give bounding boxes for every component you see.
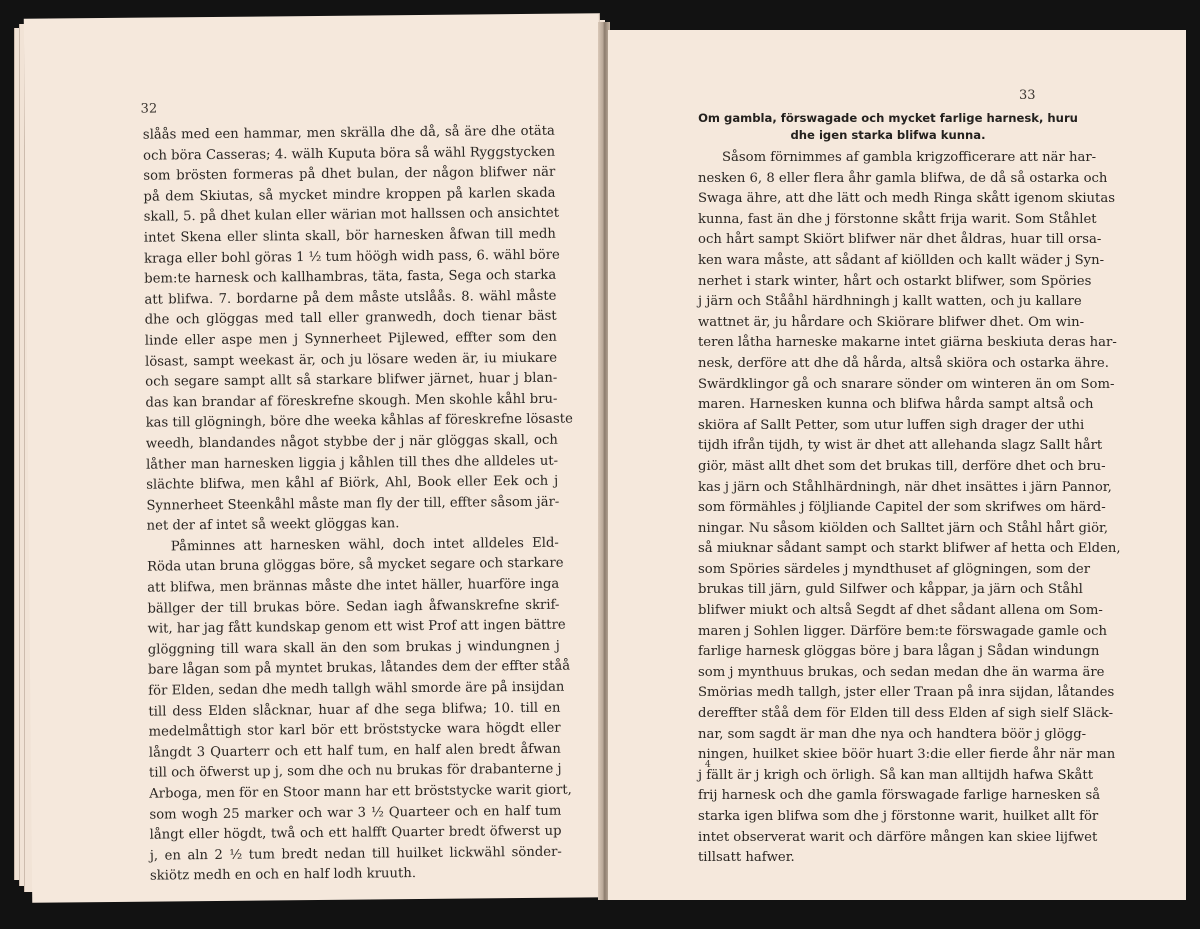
text-line: bällger der till brukas böre. Sedan iagh åfwanskrefne skrif- [147,597,560,617]
text-line: att blifwa, men brännas måste dhe intet häller, huarföre inga [147,576,560,596]
page-number: 33 [1019,88,1036,103]
text-line: som brösten formeras på dhet bulan, der någon blifwer när [143,164,556,184]
chapter-heading: Om gambla, förswagade och mycket farlige harnesk, huru dhe igen starka blifwa kunna. [698,111,1078,142]
text-line: Swärdklingor gå och snarare sönder om winteren än om Som- [698,376,1115,392]
text-line: wit, har jag fått kundskap genom ett wist Prof att ingen bättre [147,617,566,637]
page-number: 32 [140,101,158,117]
text-line: j järn och Stååhl härdhningh j kallt watten, och ju kallare [698,294,1082,310]
text-line: linde eller aspe men j Synnerheet Pijlewed, effter som den [144,329,557,349]
left-page-body [142,122,573,888]
text-line: intet observerat warit och därföre mången kan skiee lijfwet [698,829,1098,845]
text-line: som förmähles j följliande Capitel der som skrifwes om härd- [698,500,1106,516]
text-line: j fällt är j krigh och örligh. Så kan man alltijdh hafwa Skått [698,767,1094,783]
text-line: kas j järn och Ståhlhärdningh, när dhet insättes i järn Pannor, [698,479,1112,495]
text-line: så miuknar sådant sampt och starkt blifwer af hetta och Elden, [698,541,1121,557]
right-page [608,30,1186,900]
text-line: nesk, derföre att dhe då hårda, altså skiöra och ostarka ähre. [698,355,1109,371]
text-line: Röda utan bruna glöggas böre, så mycket segare och starkare [146,556,564,576]
text-line: dereffter ståå dem för Elden till dess Elden af sigh sielf Släck- [698,706,1114,722]
text-line: som wogh 25 marker och war 3 ½ Quarteer och en half tum [149,803,562,823]
text-line: teren låtha harneske makarne intet giärna beskiuta deras har- [698,335,1117,351]
text-line: och böra Casseras; 4. wälh Kuputa böra så wähl Ryggstycken [143,144,556,164]
text-line: Smörias medh tallgh, jster eller Traan på inra sijdan, låtandes [698,685,1115,701]
text-line: låther man harnesken liggia j kåhlen till thes dhe alldeles ut- [145,453,559,473]
text-line: intet Skena eller slinta skall, bör harnesken åfwan till medh [143,226,556,246]
text-line: kas till glögningh, böre dhe weeka kåhlas af föreskrefne lösaste [145,411,573,431]
text-line: j, en aln 2 ½ tum bredt nedan till huilket lickwähl sönder- [149,844,562,864]
text-line: Påminnes att harnesken wähl, doch intet alldeles Eld- [170,535,559,555]
left-page [24,13,608,902]
text-line: ningar. Nu såsom kiölden och Salltet järn och Ståhl hårt giör, [698,520,1109,536]
text-line: kunna, fast än dhe j förstonne skått frija warit. Som Ståhlet [698,211,1097,227]
text-line: att blifwa. 7. bordarne på dem måste utslåås. 8. wähl måste [144,288,557,308]
text-line: Synnerheet Steenkåhl måste man fly der till, effter såsom jär- [146,494,560,514]
text-line: slächte blifwa, men kåhl af Biörk, Ahl, Book eller Eek och j [146,473,559,493]
text-line: långdt 3 Quarterr och ett half tum, en half alen bredt åfwan [148,741,561,761]
text-line: maren. Harnesken kunna och blifwa hårda sampt altså och [698,397,1094,413]
text-line: långt eller högdt, twå och ett halfft Quarter bredt öfwerst up [149,823,562,843]
text-line: för Elden, sedan dhe medh tallgh wähl smorde äre på insijdan [148,679,565,699]
text-line: weedh, blandandes något stybbe der j när glöggas skall, och [145,432,558,452]
text-line: starka igen blifwa som dhe j förstonne warit, huilket allt för [698,809,1099,824]
text-line: das kan brandar af föreskrefne skough. Men skohle kåhl bru- [145,391,558,411]
text-line: frij harnesk och dhe gamla förswagade farlige harnesken så [698,788,1101,804]
text-line: brukas till järn, guld Silfwer och kåppar, ja järn och Ståhl [698,582,1083,598]
text-line: ningen, huilket skiee böör huart 3:die eller fierde åhr när man [698,747,1116,763]
text-line: ken wara måste, att sådant af kiöllden och kallt wäder j Syn- [698,252,1105,268]
text-line: glöggning till wara skall än den som brukas j windungnen j [147,638,560,658]
text-line: som Spöries särdeles j myndthuset af glögningen, som der [698,561,1091,577]
text-line: skiöra af Sallt Petter, som utur luffen sigh drager der uthi [698,417,1085,433]
text-line: net der af intet så weekt glöggas kan. [146,516,400,534]
text-line: giör, mäst allt dhet som det brukas till, derföre dhet och bru- [698,458,1106,474]
text-line: nar, som sagdt är man dhe nya och handtera böör j glögg- [698,726,1087,742]
text-line: skall, 5. på dhet kulan eller wärian mot hallssen och ansichtet [143,206,560,226]
text-line: tijdh ifrån tijdh, ty wist är dhet att allehanda slagz Sallt hårt [698,438,1103,454]
text-line: och segare sampt allt så starkare blifwer järnet, huar j blan- [145,370,558,390]
text-line: dhe och glöggas med tall eller granwedh, doch tienar bäst [144,309,557,328]
text-line: maren j Sohlen ligger. Därföre bem:te förswagade gamle och [698,623,1107,639]
text-line: Swaga ähre, att dhe lätt och medh Ringa skått igenom skiutas [698,191,1115,207]
text-line: blifwer miukt och altså Segdt af dhet sådant allena om Som- [698,603,1103,619]
text-line: bare lågan som på myntet brukas, låtandes dem der effter ståå [147,659,571,679]
text-line: nerhet i stark winter, hårt och ostarkt blifwer, som Spöries [698,273,1092,289]
right-page-body [698,148,1121,869]
text-line: till och öfwerst up j, som dhe och nu brukas för drabanterne j [148,762,562,782]
text-line: nesken 6, 8 eller flera åhr gamla blifwa, de då så ostarka och [698,170,1108,186]
text-line: lösast, sampt weekast är, och ju lösare weden är, iu miukare [144,350,558,370]
text-line: Såsom förnimmes af gambla krigzofficerare att när har- [722,150,1097,165]
text-line: till dess Elden slåcknar, huar af dhe sega blifwa; 10. till en [148,700,561,720]
text-line: farlige harnesk glöggas böre j bara lågan j Sådan windungn [698,644,1100,660]
signature-mark: 4 [705,760,711,770]
text-line: wattnet är, ju hårdare och Skiörare blifwer dhet. Om win- [698,314,1085,330]
text-line: som j mynthuus brukas, och sedan medan dhe än warma äre [698,664,1105,680]
text-line: bem:te harnesk och kallhambras, täta, fasta, Sega och starka [144,267,557,287]
text-line: och hårt sampt Skiört blifwer när dhet åldras, huar till orsa- [698,232,1102,248]
text-line: på dem Skiutas, så mycket mindre kroppen på karlen skada [143,185,556,205]
text-line: Arboga, men för en Stoor mann har ett bröststycke warit giort, [149,782,572,802]
text-line: skiötz medh en och en half lodh kruuth. [149,866,417,884]
text-line: medelmåttigh stor karl bör ett bröststycke wara högdt eller [148,720,561,740]
text-line: tillsatt hafwer. [698,850,795,866]
text-line: slåås med een hammar, men skrälla dhe då, så äre dhe otäta [142,123,555,143]
text-line: kraga eller bohl göras 1 ½ tum höögh widh pass, 6. wähl böre [144,247,560,267]
